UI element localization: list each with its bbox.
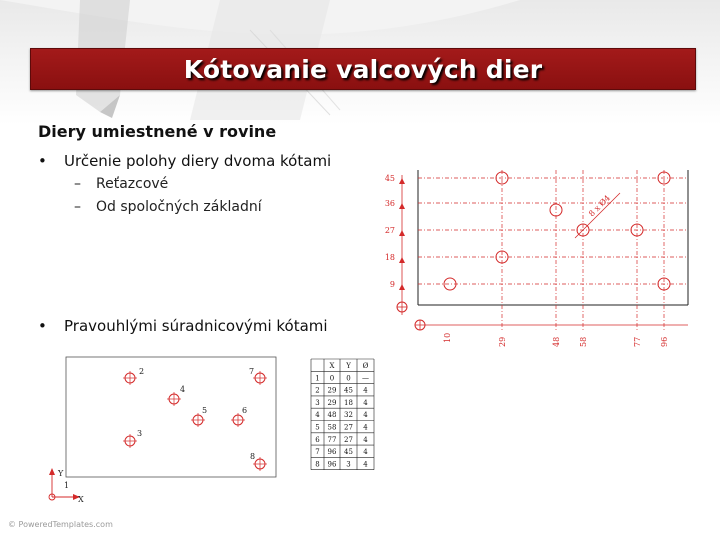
table-cell: 4	[363, 423, 368, 432]
subitem-text: Od spoločných základní	[96, 199, 262, 215]
subitem-2	[74, 199, 262, 215]
subheading: Diery umiestnené v rovine	[38, 122, 277, 141]
table-cell: 32	[344, 411, 353, 420]
table-cell: 58	[327, 423, 337, 432]
point-label: 1	[64, 481, 70, 490]
table-cell: 7	[315, 448, 320, 457]
table-cell: 77	[327, 435, 337, 444]
part-outline	[66, 357, 276, 477]
subitem-1	[74, 176, 168, 192]
table-cell: 3	[346, 460, 351, 469]
x-label: 96	[660, 336, 669, 347]
table-cell: 6	[315, 435, 320, 444]
table-header-cell: Y	[346, 362, 351, 370]
table-cell: 5	[315, 423, 320, 432]
axis-y-label: Y	[58, 469, 64, 478]
y-label: 27	[384, 226, 395, 235]
y-label: 45	[384, 174, 395, 183]
footer-copyright: © PoweredTemplates.com	[8, 520, 113, 529]
title-bar	[30, 48, 696, 90]
point-label: 5	[202, 406, 208, 415]
table-cell: 4	[315, 411, 320, 420]
subitem-dash: –	[74, 176, 81, 192]
x-label: 29	[498, 336, 507, 347]
table-cell: 29	[327, 398, 337, 407]
table-cell: 18	[344, 398, 353, 407]
dimension-drawing-chain	[370, 165, 690, 350]
point-label: 2	[139, 367, 145, 376]
table-cell: 2	[315, 386, 320, 395]
x-label: 48	[552, 336, 561, 347]
table-header-cell: X	[329, 362, 335, 370]
table-cell: 4	[363, 435, 368, 444]
table-cell: 45	[344, 386, 353, 395]
table-cell: 8	[315, 460, 320, 469]
table-cell: 4	[363, 411, 368, 420]
callout-leader	[575, 193, 620, 238]
table-cell: 27	[344, 423, 353, 432]
table-cell: 96	[327, 448, 337, 457]
table-cell: 45	[344, 448, 353, 457]
bullet-text: Pravouhlými súradnicovými kótami	[64, 317, 328, 335]
point-label: 4	[180, 385, 186, 394]
table-cell: 27	[344, 435, 353, 444]
x-label: 10	[443, 332, 452, 343]
table-cell: 4	[363, 386, 368, 395]
table-cell: 4	[363, 460, 368, 469]
table-cell: —	[362, 374, 369, 383]
bullet-dot: •	[38, 152, 47, 170]
bullet-dot: •	[38, 317, 47, 335]
y-label: 36	[384, 199, 395, 208]
slide-title: Kótovanie valcových dier	[183, 54, 543, 84]
coordinate-drawing	[38, 352, 278, 502]
table-cell: 48	[327, 411, 337, 420]
table-cell: 4	[363, 398, 368, 407]
table-cell: 1	[315, 374, 320, 383]
y-label: 9	[389, 280, 395, 289]
subitem-text: Reťazcové	[96, 176, 169, 192]
point-label: 7	[249, 367, 255, 376]
point-label: 6	[242, 406, 248, 415]
point-label: 3	[137, 429, 143, 438]
table-cell: 0	[329, 374, 335, 383]
x-label: 77	[633, 336, 642, 347]
bullet-text: Určenie polohy diery dvoma kótami	[64, 152, 332, 170]
y-label: 18	[384, 253, 395, 262]
table-cell: 0	[346, 374, 351, 383]
table-cell: 3	[315, 398, 320, 407]
x-label: 58	[579, 336, 588, 347]
coordinate-table	[310, 358, 380, 473]
table-cell: 96	[327, 460, 337, 469]
table-header-cell: Ø	[362, 362, 369, 370]
table-cell: 4	[363, 448, 368, 457]
axis-x-label: X	[78, 495, 84, 502]
table-cell: 29	[327, 386, 337, 395]
point-label: 8	[250, 452, 256, 461]
subitem-dash: –	[74, 199, 81, 215]
callout-label: 8 x Ø4	[587, 193, 613, 219]
